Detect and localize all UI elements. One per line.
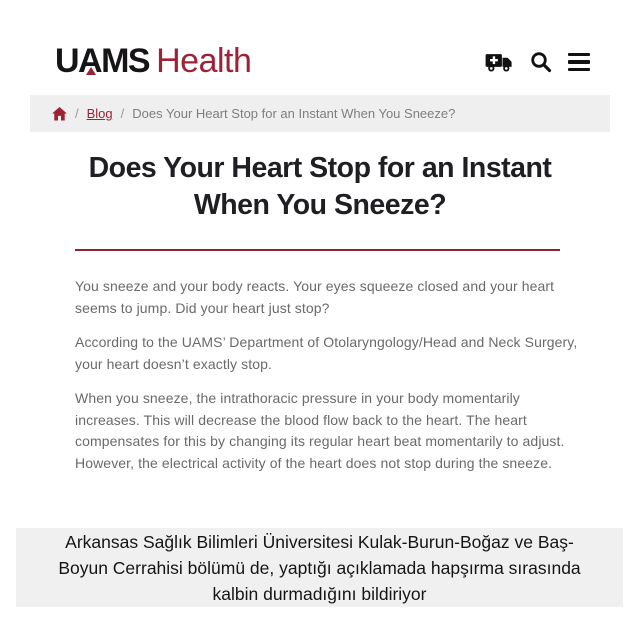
article-paragraph-1: You sneeze and your body reacts. Your eyes squeeze closed and your heart seems to jump. Did your heart just stop? — [75, 278, 555, 316]
page-title — [0, 150, 640, 224]
ambulance-icon[interactable] — [485, 48, 514, 76]
logo-uams-text: UAMS — [55, 42, 150, 80]
caption-text: Arkansas Sağlık Bilimleri Üniversitesi Kulak-Burun-Boğaz ve Baş-Boyun Cerrahisi bölümü de, yaptığı açıklamada hapşırma sırasında kalbin durmadığını bildiriyor — [58, 531, 581, 604]
home-icon[interactable] — [52, 107, 67, 121]
page-title-line1: Does Your Heart Stop for an Instant — [88, 152, 552, 184]
site-header — [0, 0, 640, 95]
article-paragraph-3: When you sneeze, the intrathoracic pressure in your body momentarily increases. This will decrease the blood flow back to the heart. The heart compensates for this by changing its regular heart beat momentarily to adjust. However, the electrical activity of the heart does not stop during the sneeze. — [75, 390, 565, 471]
breadcrumb-current-page: Does Your Heart Stop for an Instant When You Sneeze? — [132, 106, 456, 121]
article-body — [75, 276, 580, 487]
header-icons — [485, 48, 590, 76]
menu-icon[interactable] — [568, 48, 590, 76]
uams-health-logo[interactable] — [55, 42, 251, 81]
title-divider — [75, 249, 560, 251]
logo-health-text: Health — [156, 42, 252, 80]
page-title-line2: When You Sneeze? — [193, 189, 447, 221]
article-paragraph-2: According to the UAMS’ Department of Otolaryngology/Head and Neck Surgery, your heart doesn’t exactly stop. — [75, 334, 578, 372]
search-icon[interactable] — [529, 48, 553, 76]
caption-box — [16, 528, 623, 607]
breadcrumb-separator: / — [75, 106, 79, 121]
breadcrumb — [30, 95, 610, 132]
logo-red-triangle — [86, 67, 96, 75]
breadcrumb-separator: / — [120, 106, 125, 121]
breadcrumb-link-blog[interactable]: Blog — [86, 106, 113, 121]
